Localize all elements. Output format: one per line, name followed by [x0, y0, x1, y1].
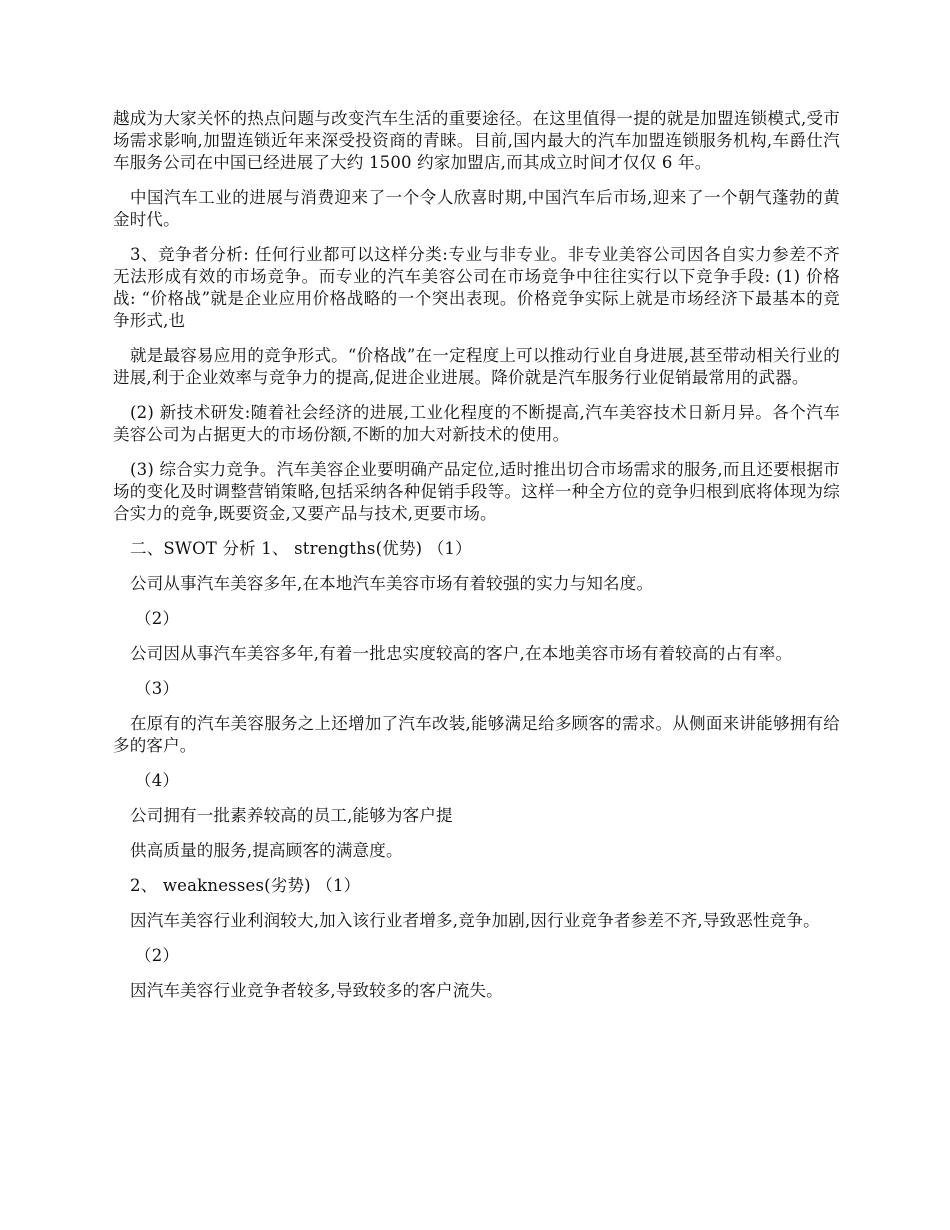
document-page — [113, 108, 840, 1002]
paragraph-weakness-1: 因汽车美容行业利润较大,加入该行业者增多,竞争加剧,因行业竞争者参差不齐,导致恶性竞争。 — [130, 911, 820, 930]
paragraph-price-war: 就是最容易应用的竞争形式。“价格战”在一定程度上可以推动行业自身进展,甚至带动相关行业的进展,利于企业效率与竞争力的提高,促进企业进展。降价就是汽车服务行业促销最常用的武器。 — [113, 346, 840, 387]
paragraph-overall-strength: (3) 综合实力竞争。汽车美容企业要明确产品定位,适时推出切合市场需求的服务,而且还要根据市场的变化及时调整营销策略,包括采纳各种促销手段等。这样一种全方位的竞争归根到底将体现为综合实力的竞争,既要资金,又要产品与技术,更要市场。 — [113, 460, 840, 523]
paragraph-strength-4-part2: 供高质量的服务,提高顾客的满意度。 — [130, 841, 403, 860]
item-number-3: （3） — [135, 679, 180, 698]
paragraph-intro-continuation: 越成为大家关怀的热点问题与改变汽车生活的重要途径。在这里值得一提的就是加盟连锁模式,受市场需求影响,加盟连锁近年来深受投资商的青睐。目前,国内最大的汽车加盟连锁服务机构,车爵仕汽车服务公司在中国已经进展了大约 1500 约家加盟店,而其成立时间才仅仅 6 年。 — [113, 109, 840, 172]
paragraph-golden-age: 中国汽车工业的进展与消费迎来了一个令人欣喜时期,中国汽车后市场,迎来了一个朝气蓬勃的黄金时代。 — [113, 188, 840, 229]
heading-swot-strengths: 二、SWOT 分析 1、 strengths(优势) （1） — [130, 539, 472, 558]
heading-swot-weaknesses: 2、 weaknesses(劣势) （1） — [130, 876, 361, 895]
item-number-4: （4） — [135, 771, 180, 790]
paragraph-strength-3: 在原有的汽车美容服务之上还增加了汽车改装,能够满足给多顾客的需求。从侧面来讲能够拥有给多的客户。 — [113, 714, 840, 755]
paragraph-new-technology: (2) 新技术研发:随着社会经济的进展,工业化程度的不断提高,汽车美容技术日新月异。各个汽车美容公司为占据更大的市场份额,不断的加大对新技术的使用。 — [113, 403, 840, 444]
paragraph-strength-4-part1: 公司拥有一批素养较高的员工,能够为客户提 — [130, 806, 453, 825]
item-number-2: （2） — [135, 609, 180, 628]
paragraph-competitor-analysis: 3、竞争者分析: 任何行业都可以这样分类:专业与非专业。非专业美容公司因各自实力参差不齐无法形成有效的市场竞争。而专业的汽车美容公司在市场竞争中往往实行以下竞争手段: (1) 价格战: “价格战”就是企业应用价格战略的一个突出表现。价格竞争实际上就是市场经济下最基本的竞争形式,也 — [113, 245, 840, 330]
paragraph-strength-2: 公司因从事汽车美容多年,有着一批忠实度较高的客户,在本地美容市场有着较高的占有率。 — [130, 644, 793, 663]
item-number-weakness-2: （2） — [135, 946, 180, 965]
paragraph-weakness-2: 因汽车美容行业竞争者较多,导致较多的客户流失。 — [130, 981, 503, 1000]
paragraph-strength-1: 公司从事汽车美容多年,在本地汽车美容市场有着较强的实力与知名度。 — [130, 574, 654, 593]
